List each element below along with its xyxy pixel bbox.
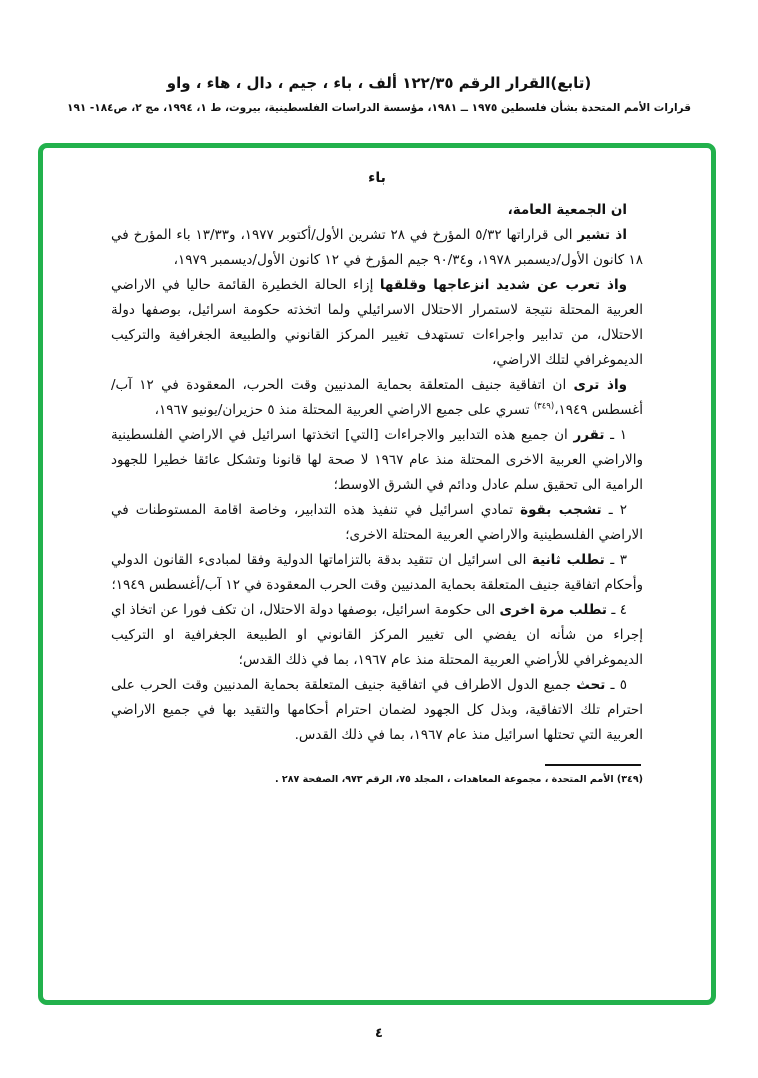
operative-item-3 bbox=[111, 548, 643, 598]
item-text: جميع الدول الاطراف في اتفاقية جنيف المتعلقة بحماية المدنيين وقت الحرب على احترام تلك الاتفاقية، وبذل كل الجهود لضمان احترام أحكامها والتقيد بها في جميع الاراضي العربية التي تحتلها اسرائيل منذ عام ١٩٦٧، بما في ذلك القدس. bbox=[111, 677, 643, 743]
operative-item-1 bbox=[111, 423, 643, 498]
preamble-paragraph-alarm bbox=[111, 273, 643, 373]
item-number: ٣ ـ bbox=[604, 552, 627, 568]
page-number: ٤ bbox=[375, 1026, 383, 1041]
item-text: الى حكومة اسرائيل، بوصفها دولة الاحتلال، ان تكف فورا عن اتخاذ اي إجراء من شأنه ان يفضي الى تغيير المركز القانوني او الطبيعة الجغرافية او التركيب الديموغرافي للأراضي العربية المحتلة منذ عام ١٩٦٧، بما في ذلك القدس؛ bbox=[111, 602, 643, 668]
item-text: تمادي اسرائيل في تنفيذ هذه التدابير، وخاصة اقامة المستوطنات في الاراضي الفلسطينية والاراضي العربية المحتلة الاخرى؛ bbox=[111, 502, 643, 543]
operative-item-5 bbox=[111, 673, 643, 748]
item-verb: تطلب ثانية bbox=[531, 552, 605, 568]
item-text: الى اسرائيل ان تتقيد بدقة بالتزاماتها الدولية وفقا لمبادىء القانون الدولي وأحكام اتفاقية جنيف المتعلقة بحماية المدنيين وقت الحرب المعقودة في ١٢ آب/أغسطس ١٩٤٩؛ bbox=[111, 552, 643, 593]
item-number: ٢ ـ bbox=[601, 502, 627, 518]
preamble-paragraph-geneva bbox=[111, 373, 643, 423]
footnote-rule bbox=[545, 764, 641, 766]
item-number: ٤ ـ bbox=[607, 602, 627, 618]
lead-phrase: اذ تشير bbox=[577, 227, 627, 243]
paragraph-text: تسري على جميع الاراضي العربية المحتلة منذ ٥ حزيران/يونيو ١٩٦٧، bbox=[154, 402, 534, 418]
preamble-opening bbox=[111, 198, 643, 223]
item-number: ٥ ـ bbox=[605, 677, 627, 693]
paragraph-text: إزاء الحالة الخطيرة القائمة حاليا في الاراضي العربية المحتلة نتيجة لاستمرار الاحتلال الاسرائيلي ولما اتخذته حكومة اسرائيل، بوصفها دولة الاحتلال، من تدابير واجراءات تستهدف تغيير المركز القانوني والطبيعة الجغرافية والتركيب الديموغرافي لتلك الاراضي، bbox=[111, 277, 643, 368]
item-verb: تحث bbox=[576, 677, 606, 693]
footnote bbox=[111, 764, 643, 787]
item-verb: تشجب بقوة bbox=[520, 502, 602, 518]
document-title: (تابع)القرار الرقم ١٢٢/٣٥ ألف ، باء ، جيم ، دال ، هاء ، واو bbox=[166, 74, 592, 92]
lead-phrase: واذ تعرب عن شديد انزعاجها وقلقها bbox=[379, 277, 627, 293]
lead-phrase: واذ ترى bbox=[573, 377, 627, 393]
operative-item-4 bbox=[111, 598, 643, 673]
item-verb: تطلب مرة اخرى bbox=[499, 602, 607, 618]
section-heading: باء bbox=[368, 170, 386, 186]
paragraph-text: ان اتفاقية جنيف المتعلقة بحماية المدنيين وقت الحرب، المعقودة في ١٢ آب/أغسطس ١٩٤٩، bbox=[111, 377, 643, 418]
item-number: ١ ـ bbox=[604, 427, 627, 443]
item-verb: تقرر bbox=[573, 427, 605, 443]
content-frame bbox=[38, 143, 716, 1005]
document-source-citation: قرارات الأمم المتحدة بشأن فلسطين ١٩٧٥ ــ ١٩٨١، مؤسسة الدراسات الفلسطينية، بيروت، ط ١، ١٩٩٤، مج ٢، ص١٨٤- ١٩١ bbox=[67, 102, 691, 114]
footnote-text: (٣٤٩) الأمم المتحدة ، مجموعة المعاهدات ، المجلد ٧٥، الرقم ٩٧٣، الصفحة ٢٨٧ . bbox=[275, 774, 643, 785]
preamble-opening-text: ان الجمعية العامة، bbox=[507, 202, 627, 218]
footnote-marker: (٣٤٩) bbox=[533, 401, 555, 412]
item-text: ان جميع هذه التدابير والاجراءات [التي] اتخذتها اسرائيل في الاراضي الفلسطينية والاراضي العربية الاخرى المحتلة منذ عام ١٩٦٧ لا صحة لها قانونا وتشكل عائقا خطيرا للجهود الرامية الى تحقيق سلم عادل ودائم في الشرق الاوسط؛ bbox=[111, 427, 643, 493]
operative-item-2 bbox=[111, 498, 643, 548]
preamble-paragraph-recalling bbox=[111, 223, 643, 273]
paragraph-text: الى قراراتها ٥/٣٢ المؤرخ في ٢٨ تشرين الأول/أكتوبر ١٩٧٧، و١٣/٣٣ باء المؤرخ في ١٨ كانون الأول/ديسمبر ١٩٧٨، و٩٠/٣٤ جيم المؤرخ في ١٢ كانون الأول/ديسمبر ١٩٧٩، bbox=[111, 227, 643, 268]
